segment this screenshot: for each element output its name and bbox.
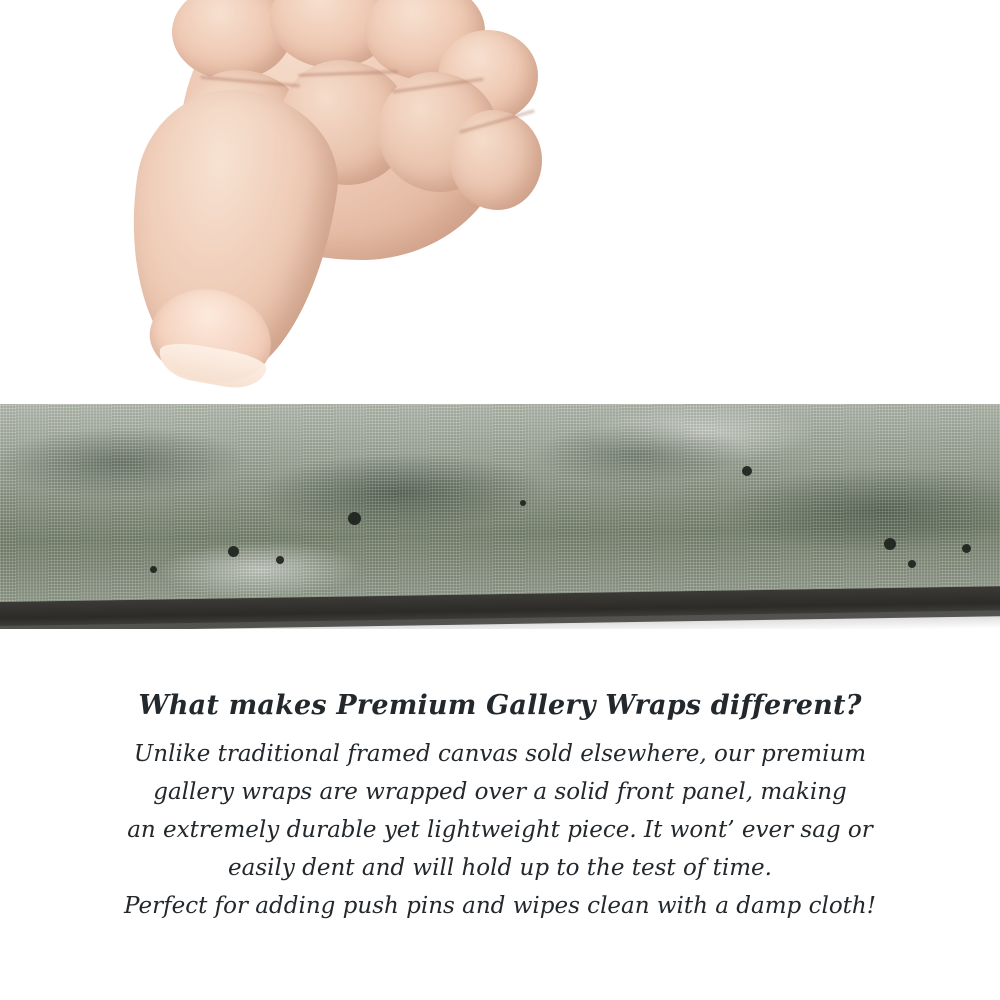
canvas-weave-texture	[0, 404, 1000, 616]
caption-line: an extremely durable yet lightweight piece. It wont’ ever sag or	[127, 817, 873, 843]
paint-speck	[962, 544, 971, 553]
paint-speck	[742, 466, 752, 476]
caption-line: easily dent and will hold up to the test of time.	[228, 855, 772, 881]
caption-line: Unlike traditional framed canvas sold elsewhere, our premium	[133, 741, 867, 767]
canvas-edge-strip	[0, 404, 1000, 629]
paint-speck	[228, 546, 239, 557]
paint-speck	[884, 538, 896, 550]
paint-speck	[276, 556, 284, 564]
paint-speck	[908, 560, 916, 568]
finger	[450, 110, 542, 210]
caption-line: gallery wraps are wrapped over a solid front panel, making	[153, 779, 847, 805]
paint-speck	[150, 566, 157, 573]
caption-block	[0, 690, 1000, 925]
paint-speck	[520, 500, 526, 506]
caption-line: Perfect for adding push pins and wipes clean with a damp cloth!	[124, 893, 876, 919]
paint-speck	[348, 512, 361, 525]
human-hand-fist	[120, 0, 560, 430]
caption-title: What makes Premium Gallery Wraps different?	[138, 690, 862, 721]
